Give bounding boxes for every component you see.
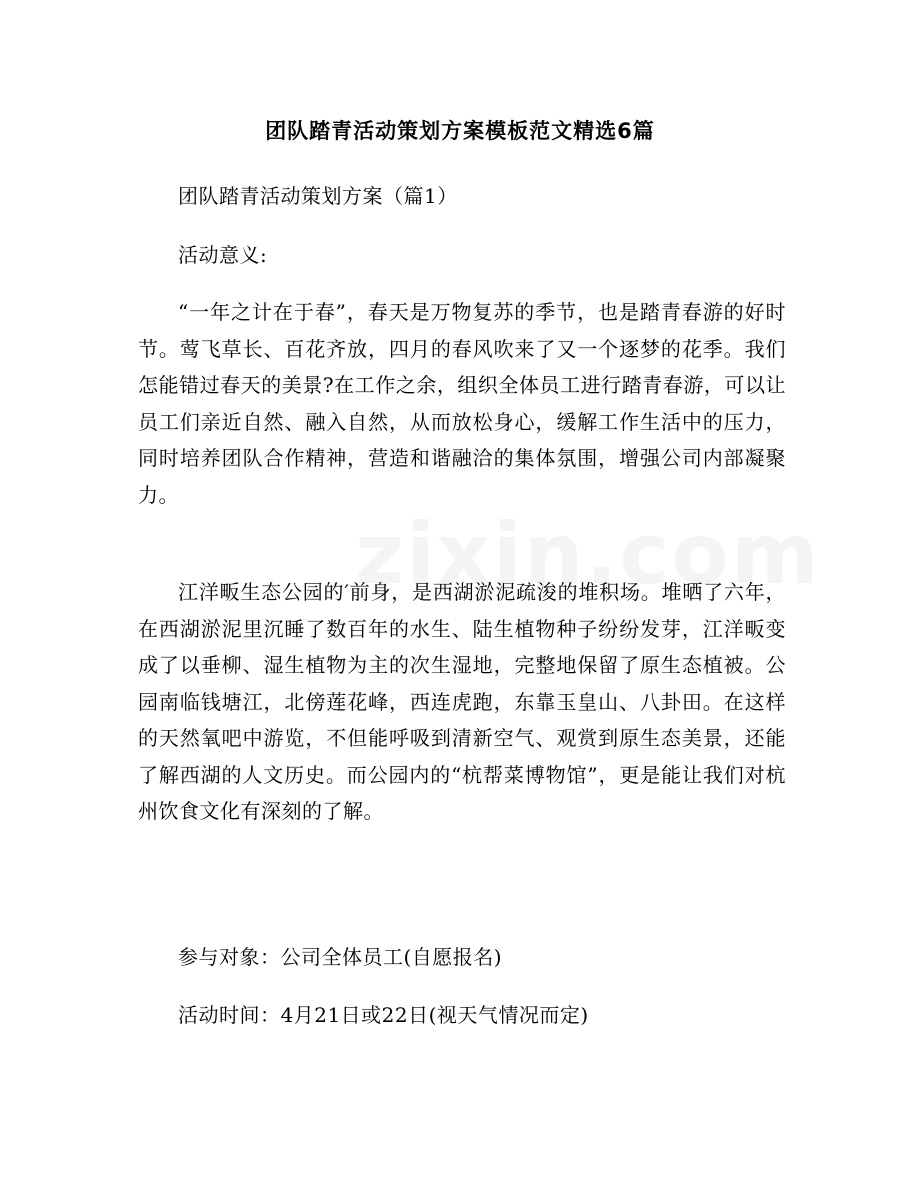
purpose-label: 活动意义:	[178, 243, 268, 267]
paragraph-purpose: “一年之计在于春”，春天是万物复苏的季节，也是踏青春游的好时节。莺飞草长、百花齐放，四月的春风吹来了又一个逐梦的花季。我们怎能错过春天的美景?在工作之余，组织全体员工进行踏青春游，可以让员工们亲近自然、融入自然，从而放松身心，缓解工作生活中的压力，同时培养团队合作精神，营造和谐融洽的集体氛围，增强公司内部凝聚力。	[138, 300, 786, 507]
participants-line: 参与对象：公司全体员工(自愿报名)	[178, 945, 503, 969]
section-heading: 团队踏青活动策划方案（篇1）	[178, 184, 458, 208]
activity-time-line: 活动时间：4月21日或22日(视天气情况而定)	[178, 1003, 589, 1027]
paragraph-park-description: 江洋畈生态公园的′前身，是西湖淤泥疏浚的堆积场。堆晒了六年，在西湖淤泥里沉睡了数百年的水生、陆生植物种子纷纷发芽，江洋畈变成了以垂柳、湿生植物为主的次生湿地，完整地保留了原生态植被。公园南临钱塘江，北傍莲花峰，西连虎跑，东靠玉皇山、八卦田。在这样的天然氧吧中游览，不但能呼吸到清新空气、观赏到原生态美景，还能了解西湖的人文历史。而公园内的“杭帮菜博物馆”，更是能让我们对杭州饮食文化有深刻的了解。	[138, 580, 786, 823]
document-title: 团队踏青活动策划方案模板范文精选6篇	[265, 119, 655, 143]
